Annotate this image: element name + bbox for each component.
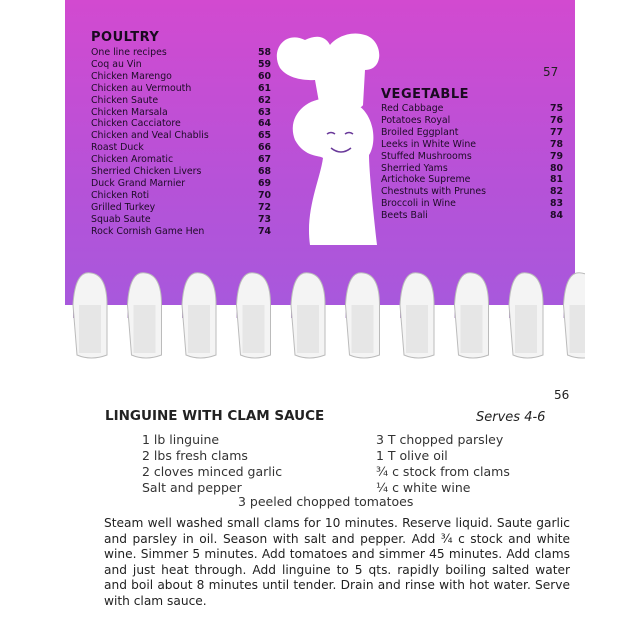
poultry-list: [91, 47, 271, 238]
poultry-heading: POULTRY: [91, 30, 160, 45]
toc-entry-name: Chestnuts with Prunes: [381, 186, 486, 198]
binding-ring: [73, 273, 107, 358]
toc-entry-name: Chicken Aromatic: [91, 154, 174, 166]
toc-entry-page: 80: [549, 162, 563, 174]
toc-entry-name: Broccoli in Wine: [381, 198, 456, 210]
toc-entry: [91, 107, 271, 119]
toc-entry-page: 66: [257, 142, 271, 154]
toc-entry-page: 63: [257, 106, 271, 118]
toc-entry-name: Chicken Cacciatore: [91, 118, 181, 130]
toc-entry-name: Red Cabbage: [381, 103, 444, 114]
ingredient: 1 lb linguine: [142, 432, 220, 447]
ingredient-center: 3 peeled chopped tomatoes: [238, 494, 414, 509]
toc-entry-name: Chicken Marengo: [91, 70, 172, 82]
ingredients-right: [376, 432, 510, 496]
toc-entry-page: 79: [549, 150, 563, 162]
ingredients-left: [142, 432, 282, 496]
vegetable-heading: VEGETABLE: [381, 87, 469, 102]
toc-entry: [381, 127, 563, 139]
toc-entry-page: 83: [549, 198, 563, 210]
toc-entry: [91, 47, 271, 59]
toc-entry-name: Sherried Yams: [381, 162, 448, 174]
toc-entry: [381, 163, 563, 175]
toc-entry-name: Chicken Marsala: [91, 106, 168, 118]
toc-entry: [91, 190, 271, 202]
binding-ring: [291, 273, 325, 358]
toc-entry-name: Chicken au Vermouth: [91, 82, 192, 94]
toc-entry: [91, 178, 271, 190]
toc-entry-page: 60: [257, 70, 271, 82]
toc-entry-page: 61: [257, 82, 271, 94]
binding-ring: [237, 273, 271, 358]
toc-entry: [91, 59, 271, 71]
toc-entry-name: Broiled Eggplant: [381, 126, 459, 138]
binding-ring: [455, 273, 489, 358]
toc-entry-name: Rock Cornish Game Hen: [91, 225, 205, 237]
ingredient: 3 T chopped parsley: [376, 432, 504, 447]
toc-entry: [381, 115, 563, 127]
toc-entry-page: 69: [257, 177, 271, 189]
toc-entry: [91, 202, 271, 214]
toc-entry-name: Chicken Roti: [91, 189, 150, 201]
toc-entry-page: 62: [257, 94, 271, 106]
toc-entry-page: 82: [549, 186, 563, 198]
toc-entry: [91, 166, 271, 178]
spiral-binding: [65, 265, 585, 365]
ingredient: ¾ c stock from clams: [376, 464, 510, 479]
toc-entry-page: 72: [257, 201, 271, 213]
toc-entry: [91, 226, 271, 238]
toc-entry: [91, 130, 271, 142]
page-number-56: 56: [554, 388, 570, 402]
toc-entry-page: 84: [549, 210, 563, 222]
toc-entry-name: Chicken Saute: [91, 94, 159, 106]
recipe-directions: Steam well washed small clams for 10 minutes. Reserve liquid. Saute garlic and parsley in oil. Season with salt and pepper. Add ¾ c stock and white wine. Simmer 5 minutes. Add tomatoes and simmer 45 minutes. Add clams and just heat through. Add linguine to 5 qts. rapidly boiling salted water and boil about 8 minutes until tender. Drain and rinse with hot water. Serve with clam sauce.: [104, 516, 570, 608]
toc-entry-page: 68: [257, 166, 271, 178]
toc-entry-name: Leeks in White Wine: [381, 138, 477, 150]
binding-ring: [564, 273, 586, 358]
toc-entry: [381, 103, 563, 115]
ingredient: ¼ c white wine: [376, 480, 471, 495]
binding-ring: [346, 273, 380, 358]
toc-entry-page: 67: [257, 154, 271, 166]
binding-ring: [182, 273, 216, 358]
toc-entry-page: 75: [549, 103, 563, 114]
toc-entry: [91, 118, 271, 130]
binding-ring: [400, 273, 434, 358]
binding-ring: [509, 273, 543, 358]
toc-entry: [91, 142, 271, 154]
toc-entry: [381, 198, 563, 210]
toc-entry-page: 73: [257, 213, 271, 225]
toc-entry-name: One line recipes: [91, 47, 167, 58]
vegetable-list: [381, 103, 563, 222]
toc-entry-name: Coq au Vin: [91, 58, 142, 70]
toc-entry: [381, 210, 563, 222]
toc-entry: [91, 154, 271, 166]
toc-entry-page: 58: [257, 47, 271, 58]
toc-entry-page: 77: [549, 126, 563, 138]
page-number-57: 57: [543, 65, 559, 79]
toc-entry-name: Stuffed Mushrooms: [381, 150, 472, 162]
toc-entry-page: 59: [257, 58, 271, 70]
toc-entry: [381, 186, 563, 198]
toc-entry-name: Sherried Chicken Livers: [91, 166, 202, 178]
toc-entry-page: 74: [257, 225, 271, 237]
binding-ring: [128, 273, 162, 358]
toc-entry: [91, 71, 271, 83]
ingredient: 2 cloves minced garlic: [142, 464, 283, 479]
toc-entry-name: Artichoke Supreme: [381, 174, 471, 186]
servings: Serves 4-6: [476, 410, 546, 425]
toc-entry-page: 64: [257, 118, 271, 130]
toc-entry-name: Squab Saute: [91, 213, 151, 225]
toc-entry: [91, 95, 271, 107]
ingredient: 1 T olive oil: [376, 448, 448, 463]
toc-entry: [91, 83, 271, 95]
toc-entry-name: Roast Duck: [91, 142, 144, 154]
toc-entry-page: 81: [549, 174, 563, 186]
recipe-title: LINGUINE WITH CLAM SAUCE: [105, 408, 325, 424]
toc-entry-page: 70: [257, 189, 271, 201]
toc-entry-page: 78: [549, 138, 563, 150]
toc-entry: [381, 174, 563, 186]
toc-entry-name: Potatoes Royal: [381, 114, 451, 126]
toc-entry-name: Chicken and Veal Chablis: [91, 130, 209, 142]
toc-entry-page: 65: [257, 130, 271, 142]
toc-entry-page: 76: [549, 114, 563, 126]
toc-entry-name: Duck Grand Marnier: [91, 177, 186, 189]
toc-entry: [91, 214, 271, 226]
chef-illustration: [265, 30, 385, 250]
toc-entry-name: Grilled Turkey: [91, 201, 156, 213]
ingredient: 2 lbs fresh clams: [142, 448, 248, 463]
toc-entry-name: Beets Bali: [381, 210, 428, 222]
toc-entry: [381, 151, 563, 163]
ingredient: Salt and pepper: [142, 480, 242, 495]
toc-entry: [381, 139, 563, 151]
